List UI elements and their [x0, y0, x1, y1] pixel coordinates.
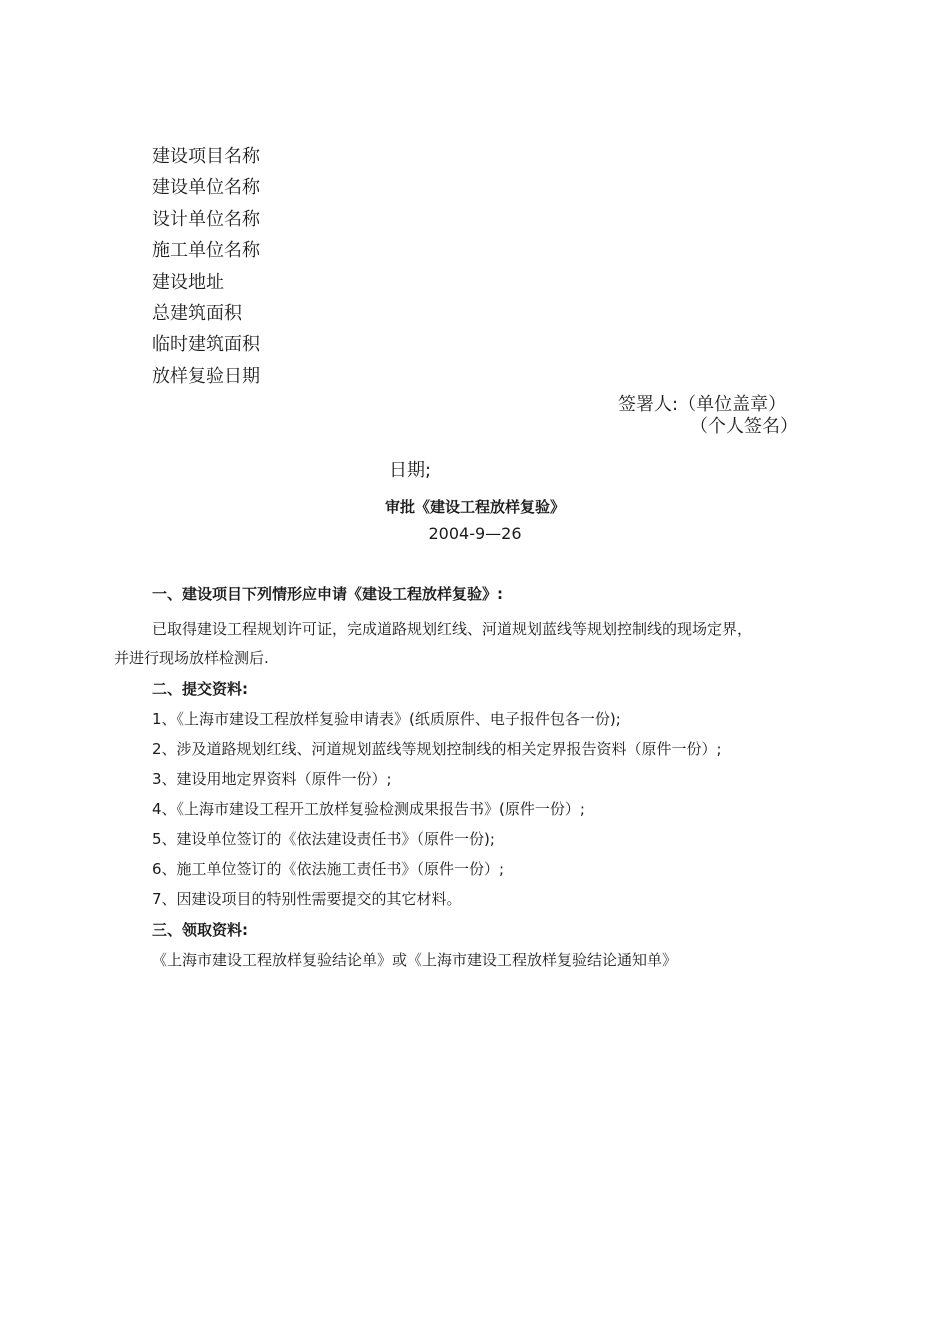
field-contractor-name: 施工单位名称	[152, 240, 260, 262]
field-total-area: 总建筑面积	[152, 302, 242, 324]
field-temporary-area: 临时建筑面积	[152, 334, 260, 356]
section-3-heading: 三、领取资料:	[152, 921, 248, 939]
list-item: 5、建设单位签订的《依法建设责任书》（原件一份);	[152, 830, 495, 848]
approval-title: 审批《建设工程放样复验》	[384, 498, 565, 516]
list-item: 4、《上海市建设工程开工放样复验检测成果报告书》(原件一份）;	[152, 800, 585, 818]
field-project-name: 建设项目名称	[152, 146, 260, 167]
field-address: 建设地址	[152, 271, 224, 293]
section-2-heading: 二、提交资料:	[152, 680, 248, 698]
section-1-heading: 一、建设项目下列情形应申请《建设工程放样复验》:	[152, 585, 504, 603]
signature-line-seal: 签署人:（单位盖章）	[618, 394, 787, 415]
list-item: 3、建设用地定界资料（原件一份）;	[152, 770, 392, 788]
section-3-text: 《上海市建设工程放样复验结论单》或《上海市建设工程放样复验结论通知单》	[152, 951, 678, 969]
section-1-text-line-2: 并进行现场放样检测后.	[114, 649, 269, 667]
signature-block	[618, 394, 798, 438]
field-recheck-date: 放样复验日期	[152, 365, 260, 387]
document-body	[114, 584, 834, 975]
list-item: 2、涉及道路规划红线、河道规划蓝线等规划控制线的相关定界报告资料（原件一份）;	[152, 740, 722, 758]
date-label: 日期;	[389, 460, 432, 481]
field-designer-name: 设计单位名称	[152, 208, 260, 230]
list-item: 6、施工单位签订的《依法施工责任书》（原件一份）;	[152, 860, 505, 878]
project-field-list	[152, 141, 260, 392]
list-item: 7、因建设项目的特别性需要提交的其它材料。	[152, 890, 462, 908]
section-1-text-line-1: 已取得建设工程规划许可证，完成道路规划红线、河道规划蓝线等规划控制线的现场定界，	[152, 620, 753, 638]
field-builder-name: 建设单位名称	[152, 177, 260, 199]
signature-line-personal: （个人签名）	[690, 416, 798, 437]
list-item: 1、《上海市建设工程放样复验申请表》(纸质原件、电子报件包各一份);	[152, 710, 621, 728]
approval-date: 2004-9—26	[428, 524, 522, 543]
